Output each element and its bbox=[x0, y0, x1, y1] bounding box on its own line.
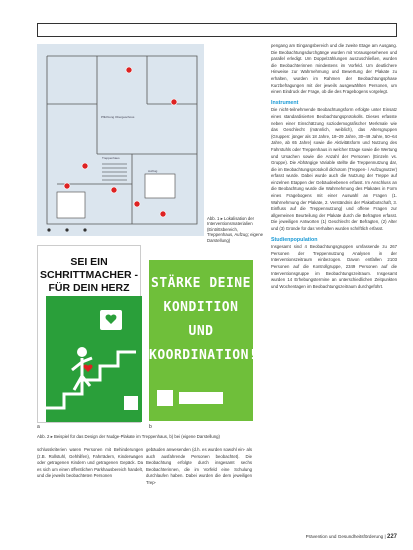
page-number: 227 bbox=[386, 534, 397, 540]
elevator-label: Aufzug bbox=[148, 169, 158, 173]
figure-2-caption: Abb. 2 ▸ Beispiel für das Design der Nudge-Plakate im Treppenhaus, b) bei (eigene Darstellung) bbox=[37, 434, 220, 439]
poster-a-line3: FÜR DEIN HERZ bbox=[48, 282, 130, 294]
body-column-3 bbox=[271, 43, 397, 528]
floor-plan-drawing bbox=[37, 44, 204, 236]
col3-paragraph-1: pengang am Eingangsbereich und die zweite Etage am Ausgang. Die Beobachtungsdurchgänge wurden mit Vorausgesehenen und parallel erledigt. Um Doppelzählungen auszuschließen, wurden die Beobachterinnen mindestens im Vorfeld. Um deutlichere Hinweise zur Wahrnehmung und Bewertung der Plakate zu erhalten, wurden im Rahmen der Beobachtungsphase Kurzbefragungen mit der jeweils ausgewählten Personen, um einen Eindruck der Frage, ob die des Fragebogens vorgelegt. bbox=[271, 43, 397, 95]
section-heading-population: Studienpopulation bbox=[271, 236, 318, 243]
qr-code-icon bbox=[157, 390, 173, 406]
stairs-pictogram bbox=[38, 296, 142, 422]
stairs-label: Treppenhaus bbox=[102, 156, 120, 160]
poster-b-line2: KONDITION bbox=[163, 300, 239, 315]
body-column-2: gebäuden anwesenden (d.h. es wurden sowohl ein- als auch ausfahrende Personen beobachtet). Die Beobachtung erfolgte durch insgesamt sechs Beobachterinnen, die im Vorfeld eine Schulung durchlaufen haben. Dabei wurden die dem jeweiligen Trep- bbox=[146, 447, 252, 485]
journal-name: Prävention und Gesundheitsförderung bbox=[305, 534, 384, 539]
room-label: Pflichtung Obergeschoss bbox=[101, 115, 135, 119]
logo-badge bbox=[179, 392, 223, 404]
body-column-1: schlusskriterien waren Personen mit Behinderungen (z.B. Rollstuhl, Gehhilfen), Fahrrädern, Kinderwagen oder getragenen Kindern und getragenen Gepäck. Da es sich um einen öffentlichen Parkhausbereich handelt, und die jeweils beobachteten Personen bbox=[37, 447, 143, 479]
col3-paragraph-2: Die nicht-teilnehmende Beobachtungsform erfolgte unter Einsatz eines standardisierten Beobachtungsprotokolls. Dieses erfasste neben einer Einschätzung soziodemografischer Merkmale wie das Geschlecht (männlich, weiblich), das Altersgruppen (Gruppen: jünger als 18 Jahre, 18–29 Jahre, 30–49 Jahre, 50–64 Jahre, ab 65 Jahre) sowie die Aktivitätsform und Nutzung des Fahrstuhls oder Treppenhaus in welcher Etage sowie die Wertung und Ursachen sowie die Anzahl der Personen (Einzeln vs. Gruppe). Die Abhängige Variable stellte die Treppennutzung dar, die im Beobachtungsprotokoll dichotom (Treppen- / Aufzugnutzer) erfasst wurde. Dabei wurde auch die Nutzung der Treppe auf einzelnen Etappen der Gebäudeebenen erfasst. Im Anschluss an die Beobachtung wurde die Wahrnehmung des Plakates in Form eines Fragebogens mit einer Auswahl an Fragen (1. Wahrnehmung der Plakate, 2. Verständnis der Plakatbotschaft, 3. Einfluss auf die Treppennutzung) und offene Fragen zur allgemeinen Beurteilung der Plakate durch die Befragten erfasst. Die jeweiligen Antworten (1) Geschlecht der Befragten, (2) Alter und (3) Gründe für das Verhalten wurden schriftlich erfasst. bbox=[271, 107, 397, 232]
page-footer: Prävention und Gesundheitsförderung | 227 bbox=[305, 534, 397, 540]
poster-a-line2: SCHRITTMACHER - bbox=[40, 269, 138, 281]
section-heading-instrument: Instrument bbox=[271, 99, 299, 106]
poster-b-line3: UND bbox=[188, 324, 214, 339]
col3-paragraph-3: Insgesamt sind 4 Beobachtungsgruppen umfassende zu 267 Personen der Treppennutzung Analysen in der Interventionszeitraum einbezogen. Davon entfallen 2103 Personen auf die Kontrollgruppe, 2349 Personen auf die Interventionsgruppe im Beobachtungszeitraum. Insgesamt wurden 14 Erhebungstermine an unterschiedlichen Zeitpunkten und Wochentagen im Beobachtungszeitraum durchgeführt. bbox=[271, 244, 397, 289]
poster-b-line4: KOORDINATION! bbox=[149, 348, 258, 363]
floor-plan-figure bbox=[37, 44, 204, 236]
page-header-frame bbox=[37, 23, 397, 37]
poster-a-tag: a bbox=[37, 424, 40, 430]
poster-b-line1: STÄRKE DEINE bbox=[151, 276, 251, 291]
poster-b bbox=[149, 260, 258, 421]
figure-1-caption: Abb. 1 ▸ Lokalisation der Interventionsmaterialien (Eintrittsbereich, Treppenhaus, Aufzug; eigene Darstellung) bbox=[207, 216, 263, 243]
poster-a-line1: SEI EIN bbox=[70, 256, 108, 268]
poster-a bbox=[37, 245, 141, 423]
poster-b-tag: b bbox=[149, 424, 152, 430]
